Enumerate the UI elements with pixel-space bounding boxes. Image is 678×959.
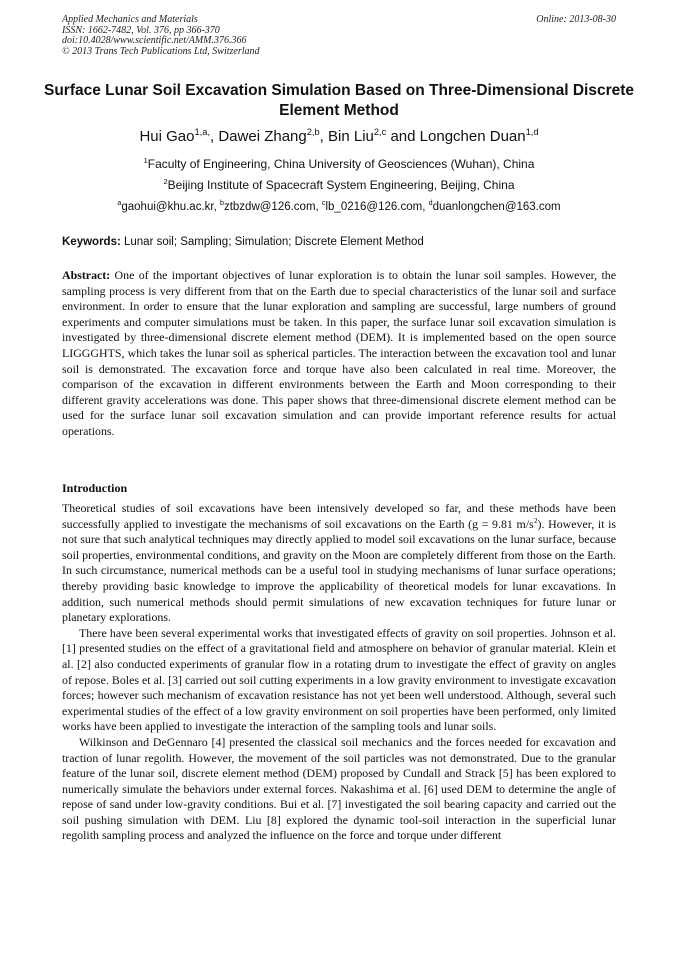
publication-header — [62, 15, 616, 57]
introduction-body — [62, 501, 616, 844]
abstract-label: Abstract: — [62, 268, 111, 282]
author-name: Dawei Zhang — [218, 128, 307, 145]
author-sup: 1,a, — [194, 127, 210, 137]
author-emails: $^a$gaohui@khu.ac.kr, $^b$ztbzdw@126.com, $^c$lb_0216@126.com, $^d$duanlongchen@163.com — [117, 199, 561, 213]
email-link[interactable]: gaohui@khu.ac.kr — [121, 201, 214, 213]
keywords — [62, 235, 616, 250]
issn-line: ISSN: 1662-7482, Vol. 376, pp 366-370 — [62, 24, 220, 36]
email-link[interactable]: duanlongchen@163.com — [432, 201, 561, 213]
author-sup: 1,d — [525, 127, 539, 137]
keywords-text: Lunar soil; Sampling; Simulation; Discrete Element Method — [120, 236, 424, 248]
affiliation-1: $^1$Faculty of Engineering, China University of Geosciences (Wuhan), China — [143, 156, 535, 171]
author-sup: 2,b — [306, 127, 320, 137]
paper-title: Surface Lunar Soil Excavation Simulation Based on Three-Dimensional Discrete Element Method — [43, 82, 635, 119]
email-link[interactable]: ztbzdw@126.com — [223, 201, 316, 213]
author-sup: 2,c — [373, 127, 387, 137]
author-name: Hui Gao — [139, 128, 195, 145]
online-date: Online: 2013-08-30 — [536, 14, 616, 25]
paragraph: There have been several experimental works that investigated effects of gravity on soil properties. Johnson et al. [1] presented studies on the effect of a gravitational field and atmosphere on behavior of granular material. Klein et al. [2] also conducted experiments of granular flow in a rotating drum to investigate the effect of gravity on angles of repose. Boles et al. [3] carried out soil cutting experiments in a low gravity environment to investigate excavation forces; however such mechanism of excavation resistance has not yet been well understood. Although, several such experimental studies of the effect of a low gravity environment on soil properties have been performed, only limited works have been applied to investigate the interaction of the sampling tools and lunar soils. — [62, 625, 616, 734]
abstract — [62, 268, 616, 440]
abstract-text: One of the important objectives of lunar exploration is to obtain the lunar soil samples. However, the sampling process is very different from that on the Earth due to special characteristics of the lunar soil and surface environment. In order to ensure that the lunar exploration and sampling are successful, large numbers of ground experiments and computer simulations must be taken. In this paper, the surface lunar soil excavation simulation is investigated by three-dimensional discrete element method (DEM). It is implemented based on the open source LIGGGHTS, which takes the lunar soil as spherical particles. The interaction between the excavation tool and lunar soil is demonstrated. The excavation force and torque have also been calculated in real time. Moreover, the comparison of the excavation in different environments between the Earth and Moon corresponding to their different gravity accelerations was done. This paper shows that three-dimensional discrete element method can be used for the surface lunar soil excavation simulation and can provide important reference results for actual operations. — [62, 268, 616, 438]
paragraph: Wilkinson and DeGennaro [4] presented the classical soil mechanics and the forces needed for excavation and traction of lunar regolith. However, the movement of the soil particles was not demonstrated. Due to the granular feature of the lunar soil, discrete element method (DEM) proposed by Cundall and Strack [5] has been explored to numerically simulate the behaviors under external forces. Nakashima et al. [6] used DEM to determine the angle of repose of sand under low-gravity conditions. Bui et al. [7] investigated the soil bearing capacity and carried out the soil pushing simulation with DEM. Liu [8] explored the dynamic tool-soil interaction in the superficial lunar regolith sampling process and analyzed the influence on the force and torque under different — [62, 734, 616, 843]
affiliation-2: $^2$Beijing Institute of Spacecraft System Engineering, Beijing, China — [163, 177, 515, 192]
author-name: Longchen Duan — [419, 128, 526, 145]
email-link[interactable]: lb_0216@126.com — [325, 201, 423, 213]
copyright-line: © 2013 Trans Tech Publications Ltd, Switzerland — [62, 45, 260, 57]
author-name: Bin Liu — [328, 128, 374, 145]
section-heading-introduction: Introduction — [62, 481, 128, 495]
doi-line[interactable]: doi:10.4028/www.scientific.net/AMM.376.366 — [62, 35, 247, 46]
paragraph: Theoretical studies of soil excavations have been intensively developed so far, and these methods have been successfully applied to investigate the mechanisms of soil excavations on the Earth (g = 9.81 $m/s^2$). However, it is not sure that such analytical techniques may directly applied to model soil excavations on the lunar surface, because soil properties, environmental conditions, and gravity on the Moon are completely different from those on the Earth. In such circumstance, numerical methods can be a useful tool in studying mechanisms of lunar surface operations; thereby providing basic knowledge to improve the applicability of theoretical models for lunar excavations. In addition, such numerical methods should permit simulations of new excavation techniques for future lunar or planetary explorations. — [62, 501, 616, 625]
author-list: Hui Gao$^{1,a,}$, Dawei Zhang$^{2,b}$, Bin Liu$^{2,c}$ and Longchen Duan$^{1,d}$ — [139, 127, 539, 145]
journal-name: Applied Mechanics and Materials — [62, 14, 198, 25]
keywords-label: Keywords: — [62, 236, 121, 248]
